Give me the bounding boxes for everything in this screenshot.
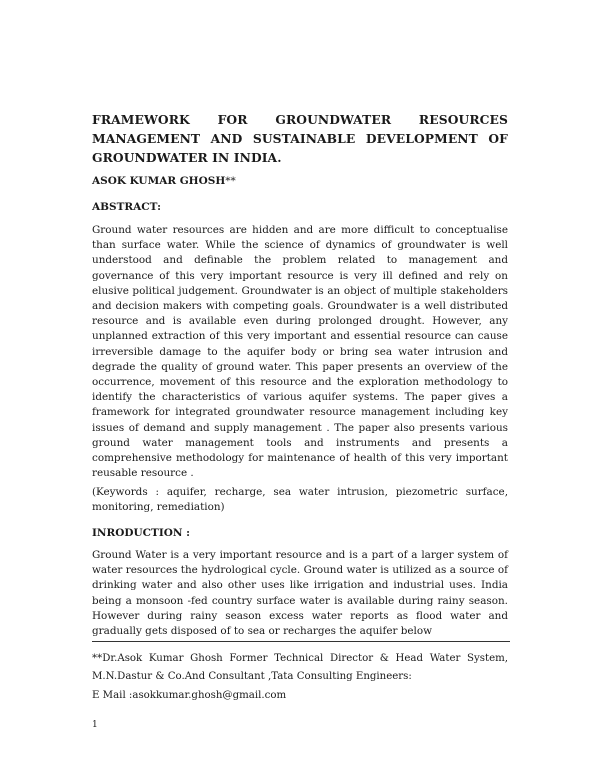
author-footnote-mark: ** (225, 175, 236, 187)
title-line-1: FRAMEWORK FOR GROUNDWATER RESOURCES (92, 112, 508, 127)
introduction-paragraph: Ground Water is a very important resource and is a part of a larger system of water resources the hydrological cycle. Ground water is utilized as a source of drinking water and also other uses like irrigation and industrial uses. India being a monsoon -fed country surface water is available during rainy season. However during rainy season excess water reports as flood water and gradually gets disposed of to sea or recharges the aquifer below (92, 549, 508, 638)
abstract-heading: ABSTRACT: (92, 201, 161, 213)
paper-title (92, 110, 508, 167)
title-line-2: MANAGEMENT AND SUSTAINABLE DEVELOPMENT OF (92, 131, 508, 146)
author-footnote: **Dr.Asok Kumar Ghosh Former Technical Director & Head Water System, M.N.Dastur & Co.And Consultant ,Tata Consulting Engineers: (92, 653, 508, 682)
title-line-3: GROUNDWATER IN INDIA. (92, 150, 282, 165)
footnote-divider (92, 641, 510, 642)
keywords-paragraph: (Keywords : aquifer, recharge, sea water intrusion, piezometric surface, monitoring, remediation) (92, 486, 508, 514)
abstract-paragraph: Ground water resources are hidden and are more difficult to conceptualise than surface water. While the science of dynamics of groundwater is well understood and definable the problem related to management and governance of this very important resource is very ill defined and rely on elusive political judgement. Groundwater is an object of multiple stakeholders and decision makers with competing goals. Groundwater is a well distributed resource and is available even during prolonged drought. However, any unplanned extraction of this very important and essential resource can cause irreversible damage to the aquifer body or bring sea water intrusion and degrade the quality of ground water. This paper presents an overview of the occurrence, movement of this resource and the exploration methodology to identify the characteristics of various aquifer systems. The paper gives a framework for integrated groundwater resource management including key issues of demand and supply management . The paper also presents various ground water management tools and instruments and presents a comprehensive methodology for maintenance of health of this very important reusable resource . (92, 224, 508, 480)
author-name: ASOK KUMAR GHOSH (92, 175, 226, 187)
introduction-heading: INRODUCTION : (92, 527, 191, 539)
author-email: E Mail :asokkumar.ghosh@gmail.com (92, 690, 287, 701)
page-number: 1 (92, 720, 98, 730)
author-line (92, 175, 508, 187)
